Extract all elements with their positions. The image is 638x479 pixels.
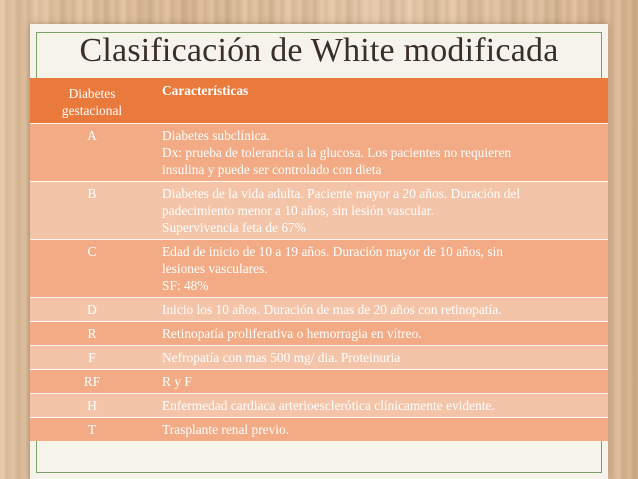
class-cell: RF	[30, 370, 154, 394]
header-diabetes-gestacional	[30, 78, 154, 124]
header-line: gestacional	[61, 103, 123, 118]
characteristics-line: Retinopatía proliferativa o hemorragia en vítreo.	[162, 326, 422, 341]
characteristics-line: Inicio los 10 años. Duración de mas de 20 años con retinopatía.	[162, 302, 502, 317]
class-cell: D	[30, 298, 154, 322]
slide	[30, 24, 608, 479]
characteristics-line: Diabetes subclínica.	[162, 128, 270, 143]
class-cell: T	[30, 418, 154, 442]
table-header-row	[30, 78, 608, 124]
characteristics-cell	[154, 124, 608, 182]
class-cell: C	[30, 240, 154, 298]
class-cell: H	[30, 394, 154, 418]
characteristics-line: SF: 48%	[162, 278, 209, 293]
characteristics-cell	[154, 370, 608, 394]
table-row	[30, 418, 608, 442]
table-row	[30, 298, 608, 322]
class-cell: R	[30, 322, 154, 346]
characteristics-cell	[154, 418, 608, 442]
table-row	[30, 182, 608, 240]
characteristics-cell	[154, 322, 608, 346]
characteristics-line: Dx: prueba de tolerancia a la glucosa. Los pacientes no requieren	[162, 145, 512, 160]
characteristics-cell	[154, 346, 608, 370]
characteristics-cell	[154, 240, 608, 298]
characteristics-line: Supervivencia feta de 67%	[162, 220, 306, 235]
characteristics-line: Diabetes de la vida adulta. Paciente mayor a 20 años. Duración del	[162, 186, 521, 201]
characteristics-line: Nefropatía con mas 500 mg/ dia. Proteinuria	[162, 350, 401, 365]
characteristics-line: lesiones vasculares.	[162, 261, 268, 276]
characteristics-line: R y F	[162, 374, 192, 389]
table-row	[30, 394, 608, 418]
table-row	[30, 346, 608, 370]
characteristics-cell	[154, 298, 608, 322]
table-row	[30, 240, 608, 298]
characteristics-cell	[154, 394, 608, 418]
characteristics-line: Edad de inicio de 10 a 19 años. Duración mayor de 10 años, sin	[162, 244, 504, 259]
characteristics-line: insulina y puede ser controlado con dieta	[162, 162, 382, 177]
class-cell: F	[30, 346, 154, 370]
table-row	[30, 370, 608, 394]
characteristics-cell	[154, 182, 608, 240]
characteristics-line: padecimiento menor a 10 años, sin lesión vascular.	[162, 203, 434, 218]
characteristics-line: Enfermedad cardiaca arterioesclerótica clínicamente evidente.	[162, 398, 495, 413]
header-caracteristicas: Características	[154, 78, 608, 124]
class-cell: A	[30, 124, 154, 182]
slide-title: Clasificación de White modificada	[79, 32, 559, 69]
header-line: Diabetes	[68, 86, 116, 101]
white-classification-table	[30, 78, 608, 441]
table-row	[30, 322, 608, 346]
table-row	[30, 124, 608, 182]
characteristics-line: Trasplante renal previo.	[162, 422, 290, 437]
class-cell: B	[30, 182, 154, 240]
